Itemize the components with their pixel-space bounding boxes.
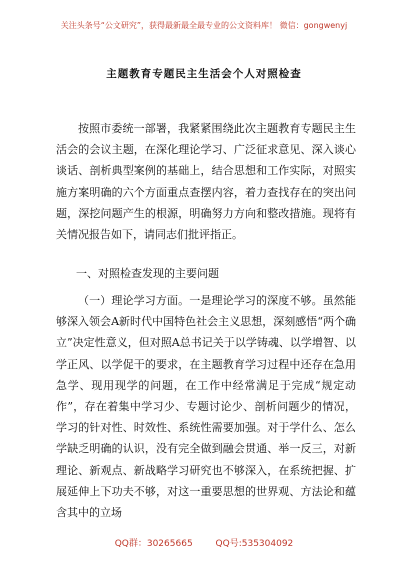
section-paragraph: （一）理论学习方面。一是理论学习的深度不够。虽然能够深入领会A新时代中国特色社会主义思想，深刻感悟“两个确立”决定性意义，但对照A总书记关于以学铸魂、以学增智、以学正风、以学促干的要求，在主题教育学习过程中还存在急用急学、现用现学的问题，在工作中经常满足于完成“规定动作”，存在着集中学习少、专题讨论少、剖析问题少的情况，学习的针对性、时效性、系统性需要加强。对于学什么、怎么学缺乏明确的认识，没有完全做到融会贯通、举一反三，对新理论、新观点、新战略学习研究也不够深入，在系统把握、扩展延伸上下功夫不够，对这一重要思想的世界观、方法论和蕴含其中的立场 [56,294,356,520]
promo-header: 关注头条号“公文研究”，获得最新最全最专业的公文资料库！ 微信：gongwenyj [60,21,348,30]
section-heading: 一、对照检查发现的主要问题 [76,267,219,280]
document-title: 主题教育专题民主生活会个人对照检查 [106,68,302,80]
qq-group-text: QQ群：30265665 [114,539,193,549]
intro-paragraph: 按照市委统一部署，我紧紧围绕此次主题教育专题民主生活会的会议主题，在深化理论学习、广泛征求意见、深入谈心谈话、剖析典型案例的基础上，结合思想和工作实际，对照实施方案明确的六个方面重点查摆内容，着力查找存在的突出问题，深挖问题产生的根源，明确努力方向和整改措施。现将有关情况报告如下，请同志们批评指正。 [56,122,356,242]
qq-number-text: QQ号:535304092 [215,539,294,549]
contact-footer [0,536,408,549]
